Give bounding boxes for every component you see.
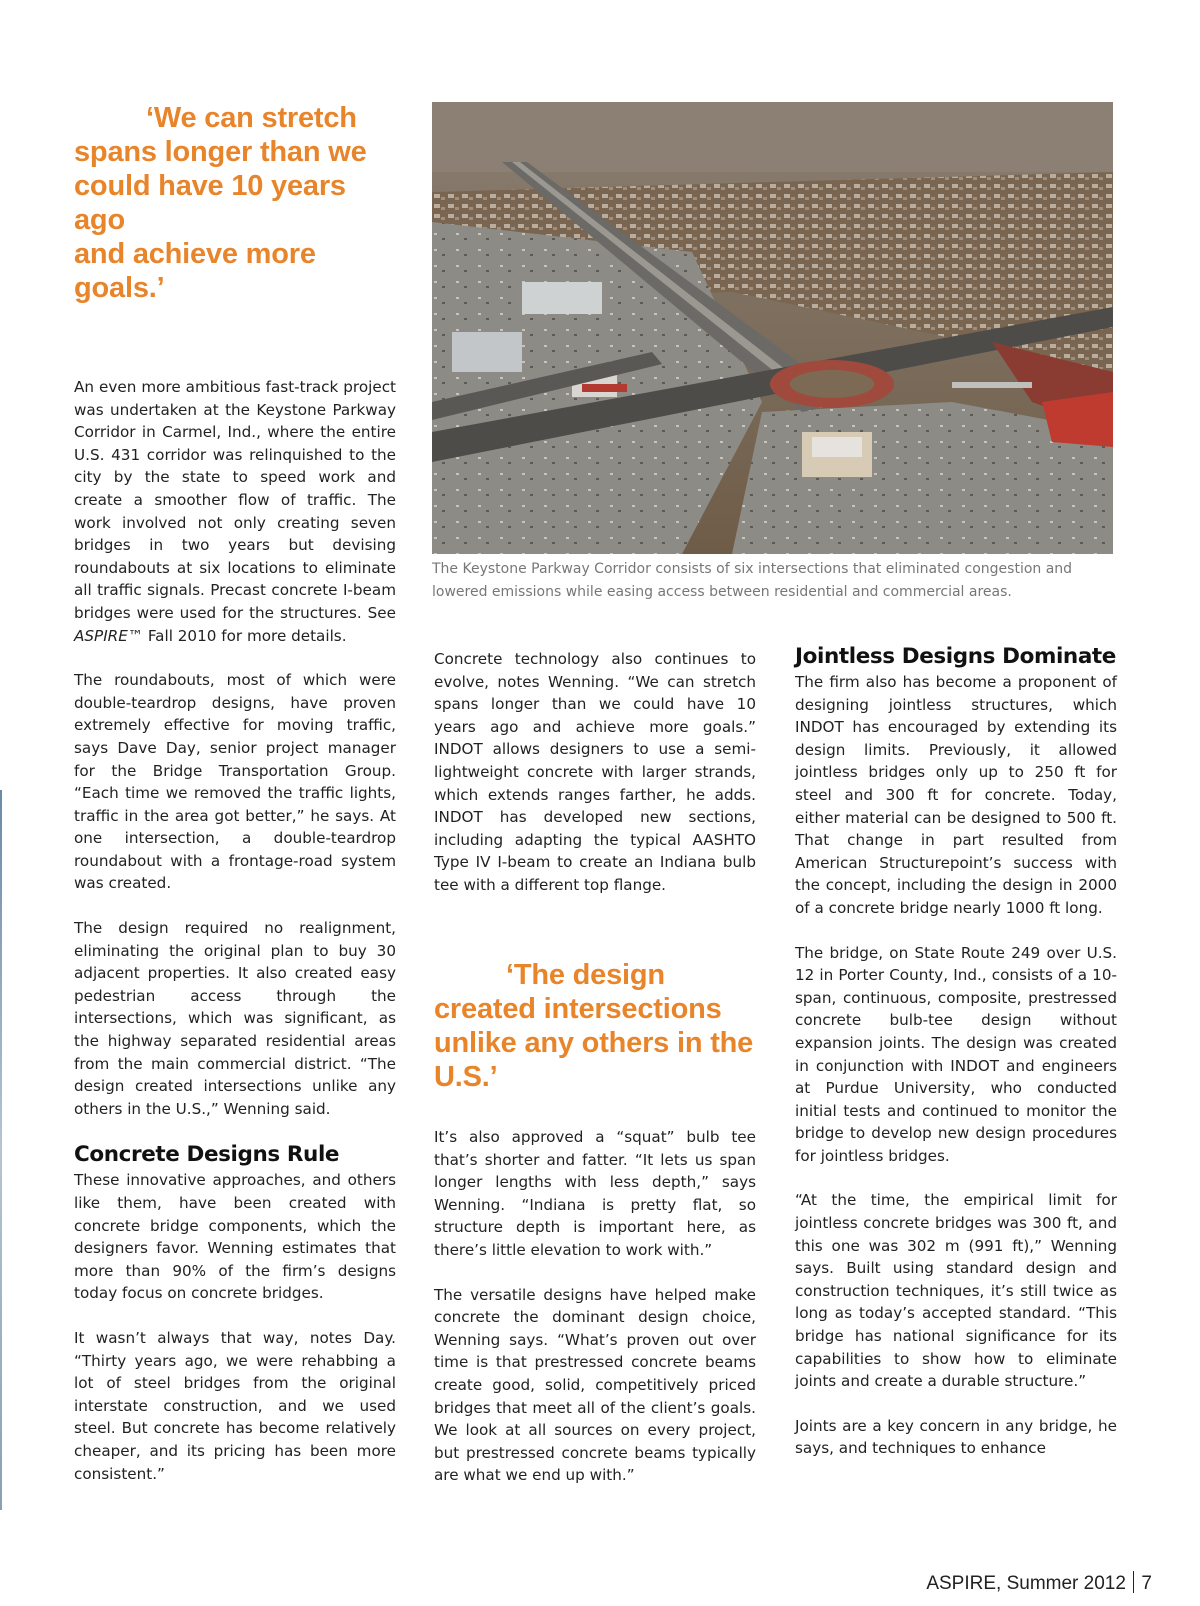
paragraph: It’s also approved a “squat” bulb tee that’s shorter and fatter. “It lets us span longer lengths with less depth,” says Wenning. “Indiana is pretty flat, so structure depth is important here, as there’s little elevation to work with.”: [434, 1128, 756, 1259]
paragraph: “At the time, the empirical limit for jointless concrete bridges was 300 ft, and this one was 302 m (991 ft),” Wenning says. Built using standard design and construction techniques, it’s still twice as long as today’s accepted standard. “This bridge has national significance for its capabilities to show how to eliminate joints and create a durable structure.”: [795, 1191, 1117, 1391]
pull-quote-line: ‘The design: [506, 959, 665, 991]
page-number: 7: [1141, 1573, 1152, 1594]
paragraph: These innovative approaches, and others like them, have been created with concrete bridge components, which the designers favor. Wenning estimates that more than 90% of the firm’s designs today focus on concrete bridges.: [74, 1171, 396, 1303]
column-left: [74, 376, 396, 1507]
column-middle-lower: [434, 1126, 756, 1509]
section-heading: Concrete Designs Rule: [74, 1142, 340, 1168]
paragraph: The versatile designs have helped make concrete the dominant design choice, Wenning says. “What’s proven out over time is that prestressed concrete beams create good, solid, competitively priced bridges that meet all of the client’s goals. We look at all sources on every project, but prestressed concrete beams typically are what we end up with.”: [434, 1285, 756, 1485]
photo-caption: The Keystone Parkway Corridor consists of six intersections that eliminated congestion and lowered emissions while easing access between residential and commercial areas.: [432, 561, 1073, 600]
paragraph: The firm also has become a proponent of designing jointless structures, which INDOT has encouraged by extending its design limits. Previously, it allowed jointless bridges only up to 250 ft for steel and 300 ft for concrete. Today, either material can be designed to 500 ft. That change in part resulted from American Structurepoint’s success with the concept, including the design in 2000 of a concrete bridge nearly 1000 ft long.: [795, 673, 1117, 917]
paragraph: An even more ambitious fast-track project was undertaken at the Keystone Parkway Corridor in Carmel, Ind., where the entire U.S. 431 corridor was relinquished to the city by the state to speed work and create a smoother flow of traffic. The work involved not only creating seven bridges in two years but devising roundabouts at six locations to eliminate all traffic signals. Precast concrete I-beam bridges were used for the structures. See ASPIRE™ Fall 2010 for more details.: [74, 378, 396, 645]
aerial-photo-illustration: [432, 102, 1113, 554]
paragraph: The design required no realignment, eliminating the original plan to buy 30 adjacent properties. It also created easy pedestrian access through the intersections, which was significant, as the highway separated residential areas from the main commercial district. “The design created intersections unlike any others in the U.S.,” Wenning said.: [74, 919, 396, 1118]
section-heading: Jointless Designs Dominate: [795, 644, 1116, 669]
page-footer: [926, 1571, 1152, 1595]
pull-quote-top: [74, 101, 404, 305]
paragraph: Joints are a key concern in any bridge, he says, and techniques to enhance: [795, 1416, 1117, 1458]
paragraph: The bridge, on State Route 249 over U.S. 12 in Porter County, Ind., consists of a 10-span, continuous, composite, prestressed concrete bulb-tee design without expansion joints. The design was created in conjunction with INDOT and engineers at Purdue University, who conducted initial tests and continued to monitor the bridge to develop new design procedures for jointless bridges.: [795, 943, 1117, 1165]
pull-quote-line: unlike any others in the: [434, 1027, 754, 1059]
pull-quote-line: could have 10 years ago: [74, 170, 346, 236]
column-right: [795, 644, 1117, 1482]
column-middle: [434, 648, 756, 919]
paragraph: It wasn’t always that way, notes Day. “Thirty years ago, we were rehabbing a lot of steel bridges from the original interstate construction, and we used steel. But concrete has become relatively cheaper, and its pricing has been more consistent.”: [74, 1328, 396, 1483]
page-edge-stripe: [0, 790, 2, 1510]
pull-quote-line: spans longer than we: [74, 136, 367, 168]
publication-issue: ASPIRE, Summer 2012: [926, 1573, 1126, 1594]
footer-divider: [1133, 1571, 1135, 1593]
paragraph: The roundabouts, most of which were double-teardrop designs, have proven extremely effective for moving traffic, says Dave Day, senior project manager for the Bridge Transportation Group. “Each time we removed the traffic lights, traffic in the area got better,” he says. At one intersection, a double-teardrop roundabout with a frontage-road system was created.: [74, 671, 396, 893]
paragraph: Concrete technology also continues to evolve, notes Wenning. “We can stretch spans longer than we could have 10 years ago and achieve more goals.” INDOT allows designers to use a semi-lightweight concrete with larger strands, which extends ranges farther, he adds. INDOT has developed new sections, including adapting the typical AASHTO Type IV I-beam to create an Indiana bulb tee with a different top flange.: [434, 650, 756, 894]
pull-quote-line: created intersections: [434, 993, 722, 1025]
pull-quote-middle: [434, 958, 764, 1094]
pull-quote-line: ‘We can stretch: [146, 102, 357, 134]
pull-quote-line: U.S.’: [434, 1061, 498, 1093]
aerial-highway-photo: [432, 102, 1113, 554]
publication-name: ASPIRE: [74, 626, 128, 645]
pull-quote-line: and achieve more goals.’: [74, 238, 316, 304]
